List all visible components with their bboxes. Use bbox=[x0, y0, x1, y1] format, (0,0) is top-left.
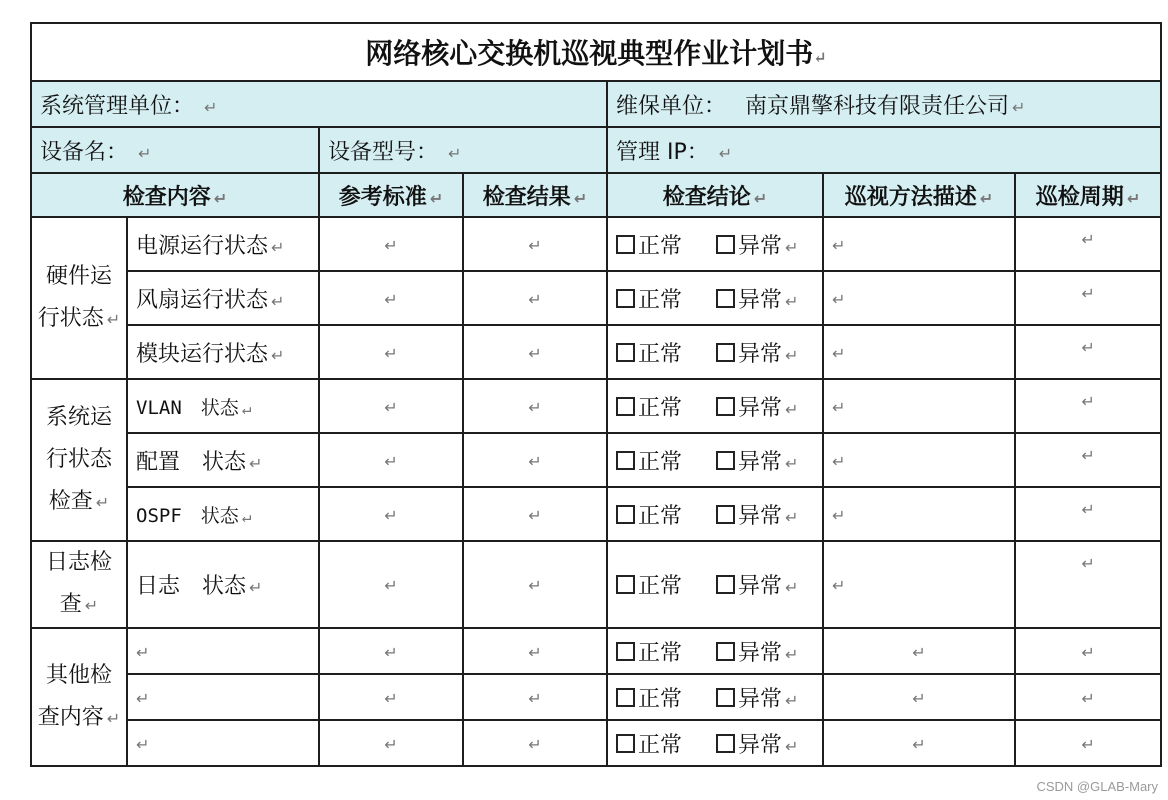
group-label-log: 日志检查 ↵ bbox=[31, 541, 127, 628]
col-header-conclusion: 检查结论 ↵ bbox=[607, 173, 823, 217]
conclusion-options: 正常 异常 ↵ bbox=[607, 628, 823, 674]
table-row: OSPF 状态 ↵ ↵ ↵ 正常 异常 ↵ ↵ ↵ bbox=[31, 487, 1161, 541]
item-label: VLAN 状态 ↵ bbox=[127, 379, 319, 433]
abnormal-checkbox[interactable] bbox=[716, 235, 735, 254]
conclusion-options: 正常 异常 ↵ bbox=[607, 720, 823, 766]
conclusion-options: 正常 异常 ↵ bbox=[607, 217, 823, 271]
normal-checkbox[interactable] bbox=[616, 235, 635, 254]
abnormal-checkbox[interactable] bbox=[716, 343, 735, 362]
normal-checkbox[interactable] bbox=[616, 505, 635, 524]
device-model-label: 设备型号： bbox=[328, 139, 439, 165]
group-label-system: 系统运行状态检查 ↵ bbox=[31, 379, 127, 541]
normal-checkbox[interactable] bbox=[616, 451, 635, 470]
table-row: 系统运行状态检查 ↵ VLAN 状态 ↵ ↵ ↵ 正常 异常 ↵ ↵ ↵ bbox=[31, 379, 1161, 433]
col-header-standard: 参考标准 ↵ bbox=[319, 173, 463, 217]
normal-checkbox[interactable] bbox=[616, 289, 635, 308]
abnormal-checkbox[interactable] bbox=[716, 397, 735, 416]
table-row: 模块运行状态 ↵ ↵ ↵ 正常 异常 ↵ ↵ ↵ bbox=[31, 325, 1161, 379]
item-label: 日志 状态 ↵ bbox=[127, 541, 319, 628]
item-label: OSPF 状态 ↵ bbox=[127, 487, 319, 541]
mgmt-ip-cell: 管理 IP： ↵ bbox=[607, 127, 1161, 173]
group-label-other: 其他检查内容 ↵ bbox=[31, 628, 127, 766]
normal-checkbox[interactable] bbox=[616, 343, 635, 362]
conclusion-options: 正常 异常 ↵ bbox=[607, 674, 823, 720]
item-label: 模块运行状态 ↵ bbox=[127, 325, 319, 379]
mgmt-ip-label: 管理 IP： bbox=[616, 139, 709, 165]
maint-unit-value: 南京鼎擎科技有限责任公司 bbox=[745, 93, 1010, 119]
table-row: ↵ ↵ ↵ 正常 异常 ↵ ↵ ↵ bbox=[31, 674, 1161, 720]
abnormal-checkbox[interactable] bbox=[716, 575, 735, 594]
conclusion-options: 正常 异常 ↵ bbox=[607, 487, 823, 541]
col-header-content: 检查内容 ↵ bbox=[31, 173, 319, 217]
conclusion-options: 正常 异常 ↵ bbox=[607, 271, 823, 325]
item-label: ↵ bbox=[127, 720, 319, 766]
normal-checkbox[interactable] bbox=[616, 642, 635, 661]
table-row: 其他检查内容 ↵ ↵ ↵ ↵ 正常 异常 ↵ ↵ ↵ bbox=[31, 628, 1161, 674]
abnormal-checkbox[interactable] bbox=[716, 505, 735, 524]
document-title: 网络核心交换机巡视典型作业计划书↵ bbox=[31, 23, 1161, 81]
normal-checkbox[interactable] bbox=[616, 575, 635, 594]
abnormal-checkbox[interactable] bbox=[716, 734, 735, 753]
table-row: ↵ ↵ ↵ 正常 异常 ↵ ↵ ↵ bbox=[31, 720, 1161, 766]
device-name-cell: 设备名： ↵ bbox=[31, 127, 319, 173]
item-label: 风扇运行状态 ↵ bbox=[127, 271, 319, 325]
conclusion-options: 正常 异常 ↵ bbox=[607, 379, 823, 433]
abnormal-checkbox[interactable] bbox=[716, 289, 735, 308]
table-row: 配置 状态 ↵ ↵ ↵ 正常 异常 ↵ ↵ ↵ bbox=[31, 433, 1161, 487]
abnormal-checkbox[interactable] bbox=[716, 451, 735, 470]
conclusion-options: 正常 异常 ↵ bbox=[607, 325, 823, 379]
conclusion-options: 正常 异常 ↵ bbox=[607, 541, 823, 628]
abnormal-checkbox[interactable] bbox=[716, 688, 735, 707]
watermark: CSDN @GLAB-Mary bbox=[1036, 779, 1158, 794]
device-name-label: 设备名： bbox=[40, 139, 129, 165]
mgmt-unit-cell: 系统管理单位： ↵ bbox=[31, 81, 607, 127]
device-model-cell: 设备型号： ↵ bbox=[319, 127, 607, 173]
maint-unit-label: 维保单位： bbox=[616, 93, 727, 119]
mgmt-unit-label: 系统管理单位： bbox=[40, 93, 195, 119]
table-row: 硬件运行状态 ↵ 电源运行状态 ↵ ↵ ↵ 正常 异常 ↵ ↵ ↵ bbox=[31, 217, 1161, 271]
item-label: ↵ bbox=[127, 674, 319, 720]
col-header-cycle: 巡检周期 ↵ bbox=[1015, 173, 1161, 217]
group-label-hardware: 硬件运行状态 ↵ bbox=[31, 217, 127, 379]
table-row: 风扇运行状态 ↵ ↵ ↵ 正常 异常 ↵ ↵ ↵ bbox=[31, 271, 1161, 325]
col-header-method: 巡视方法描述 ↵ bbox=[823, 173, 1015, 217]
inspection-plan-table bbox=[30, 22, 1162, 767]
maint-unit-cell: 维保单位： 南京鼎擎科技有限责任公司 ↵ bbox=[607, 81, 1161, 127]
normal-checkbox[interactable] bbox=[616, 734, 635, 753]
normal-checkbox[interactable] bbox=[616, 688, 635, 707]
col-header-result: 检查结果 ↵ bbox=[463, 173, 607, 217]
conclusion-options: 正常 异常 ↵ bbox=[607, 433, 823, 487]
item-label: 配置 状态 ↵ bbox=[127, 433, 319, 487]
item-label: 电源运行状态 ↵ bbox=[127, 217, 319, 271]
item-label: ↵ bbox=[127, 628, 319, 674]
normal-checkbox[interactable] bbox=[616, 397, 635, 416]
table-row: 日志检查 ↵ 日志 状态 ↵ ↵ ↵ 正常 异常 ↵ ↵ ↵ bbox=[31, 541, 1161, 628]
abnormal-checkbox[interactable] bbox=[716, 642, 735, 661]
